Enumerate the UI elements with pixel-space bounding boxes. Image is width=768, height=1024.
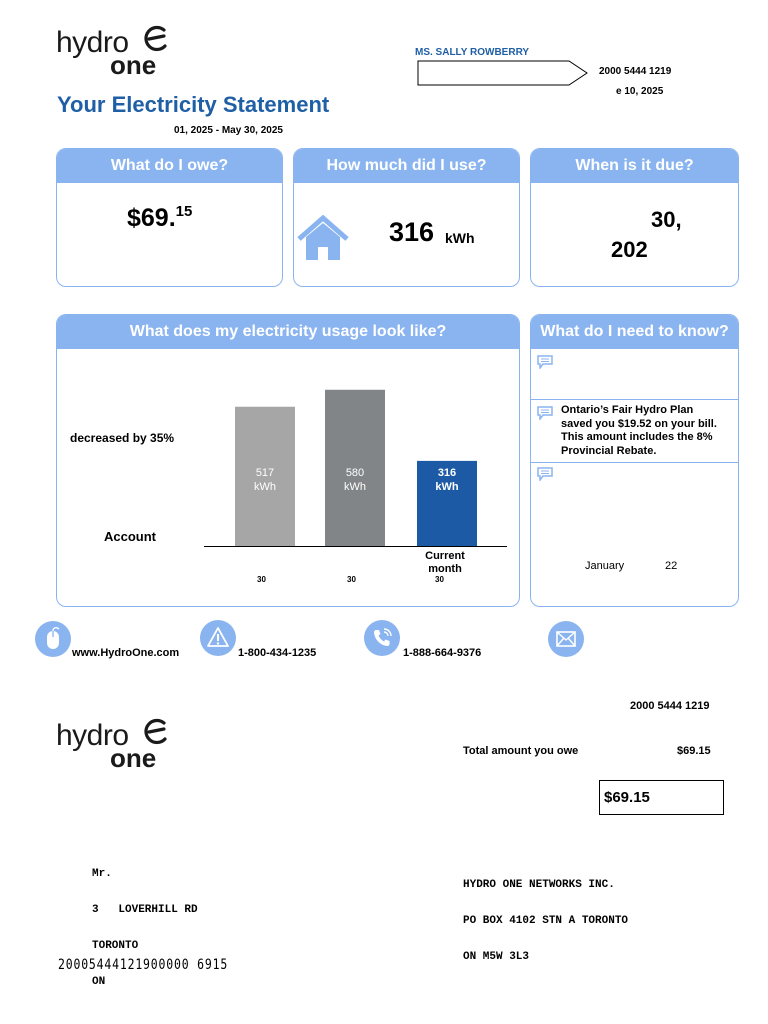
remit-address-line-3: ON M5W 3L3 xyxy=(463,951,530,963)
x-tick-label: 30 xyxy=(257,575,266,584)
mouse-icon xyxy=(35,621,71,657)
website-link[interactable]: www.HydroOne.com xyxy=(72,647,180,659)
stub-total-label: Total amount you owe xyxy=(463,745,579,757)
customer-address-line-3: TORONTO xyxy=(92,940,139,952)
fair-hydro-line-1: Ontario’s Fair Hydro Plan xyxy=(561,404,694,416)
usage-panel xyxy=(293,148,520,287)
usage-chart-panel xyxy=(56,314,520,607)
fair-hydro-line-4: Provincial Rebate. xyxy=(561,444,657,457)
amount-paid-box[interactable]: $69.15 xyxy=(599,780,724,815)
fair-hydro-plan-note xyxy=(561,404,731,458)
know-item-1 xyxy=(531,349,738,400)
bar-value-label: kWh xyxy=(254,481,276,493)
stub-logo-swirl-icon xyxy=(138,717,170,747)
stub-hydro-one-logo xyxy=(56,717,176,777)
bar-category-label: Current xyxy=(425,550,465,562)
bar-category-label: month xyxy=(428,563,462,575)
x-tick-label: 30 xyxy=(347,575,356,584)
amount-owed-cents: 15 xyxy=(175,203,193,220)
warning-icon xyxy=(200,620,236,656)
message-icon xyxy=(537,355,553,369)
usage-decrease-note: decreased by 35% xyxy=(70,431,175,445)
know-month: January xyxy=(585,560,625,572)
fair-hydro-line-2: saved you $19.52 on your bill. xyxy=(561,417,717,430)
phone-icon xyxy=(364,620,400,656)
customer-address-line-1: Mr. xyxy=(92,868,112,880)
logo-word-one: one xyxy=(110,50,157,80)
due-panel-heading: When is it due? xyxy=(531,149,738,183)
know-item-3 xyxy=(531,463,738,483)
hydro-one-logo xyxy=(56,24,176,84)
logo-word-hydro: hydro xyxy=(56,26,129,59)
page-title: Your Electricity Statement xyxy=(57,92,330,117)
billing-period: 01, 2025 - May 30, 2025 xyxy=(174,125,283,136)
message-icon xyxy=(537,406,553,420)
due-panel xyxy=(530,148,739,287)
x-tick-label: 30 xyxy=(435,575,444,584)
customer-name: MS. SALLY ROWBERRY xyxy=(415,47,530,58)
bar-value-label: 517 xyxy=(255,467,275,479)
bar-value-label: kWh xyxy=(344,481,366,493)
customer-address xyxy=(92,844,198,1000)
bar-value-label: kWh xyxy=(435,481,459,493)
due-date-line-2: 202 xyxy=(611,237,648,262)
know-item-2 xyxy=(531,400,738,463)
stub-account-number: 2000 5444 1219 xyxy=(630,700,710,712)
customer-phone-link[interactable]: 1-888-664-9376 xyxy=(403,647,482,659)
stub-total-value: $69.15 xyxy=(677,745,711,757)
bar-value-label: 580 xyxy=(345,467,365,479)
statement-date: e 10, 2025 xyxy=(616,86,664,97)
usage-chart-heading: What does my electricity usage look like? xyxy=(57,315,519,349)
remit-address-line-1: HYDRO ONE NETWORKS INC. xyxy=(463,879,615,891)
outage-phone-link[interactable]: 1-800-434-1235 xyxy=(238,647,317,659)
owe-panel xyxy=(56,148,283,287)
usage-bar-chart xyxy=(57,315,519,605)
logo-swirl-icon xyxy=(138,24,170,54)
usage-panel-heading: How much did I use? xyxy=(294,149,519,183)
account-arrow-box xyxy=(417,60,589,86)
usage-account-note: Account xyxy=(104,529,156,544)
house-icon xyxy=(297,215,349,261)
scan-line: 20005444121900000 6915 xyxy=(58,957,229,973)
owe-panel-heading: What do I owe? xyxy=(57,149,282,183)
fair-hydro-line-3: This amount includes the 8% xyxy=(561,431,713,443)
know-panel xyxy=(530,314,739,607)
customer-address-line-4: ON xyxy=(92,976,106,988)
remit-address xyxy=(463,855,628,975)
amount-owed-main: $69. xyxy=(127,204,176,232)
bar-value-label: 316 xyxy=(437,467,457,479)
know-day: 22 xyxy=(665,560,678,572)
stub-logo-word-hydro: hydro xyxy=(56,719,129,752)
remit-address-line-2: PO BOX 4102 STN A TORONTO xyxy=(463,915,629,927)
usage-unit: kWh xyxy=(445,230,475,246)
amount-owed xyxy=(127,203,192,233)
customer-address-line-2: 3 LOVERHILL RD xyxy=(92,904,198,916)
due-date-line-1: 30, xyxy=(651,207,682,232)
usage-value: 316 xyxy=(389,217,435,247)
stub-logo-word-one: one xyxy=(110,743,157,773)
email-icon[interactable] xyxy=(548,621,584,657)
know-panel-heading: What do I need to know? xyxy=(531,315,738,349)
account-number: 2000 5444 1219 xyxy=(599,66,672,77)
message-icon xyxy=(537,467,553,481)
